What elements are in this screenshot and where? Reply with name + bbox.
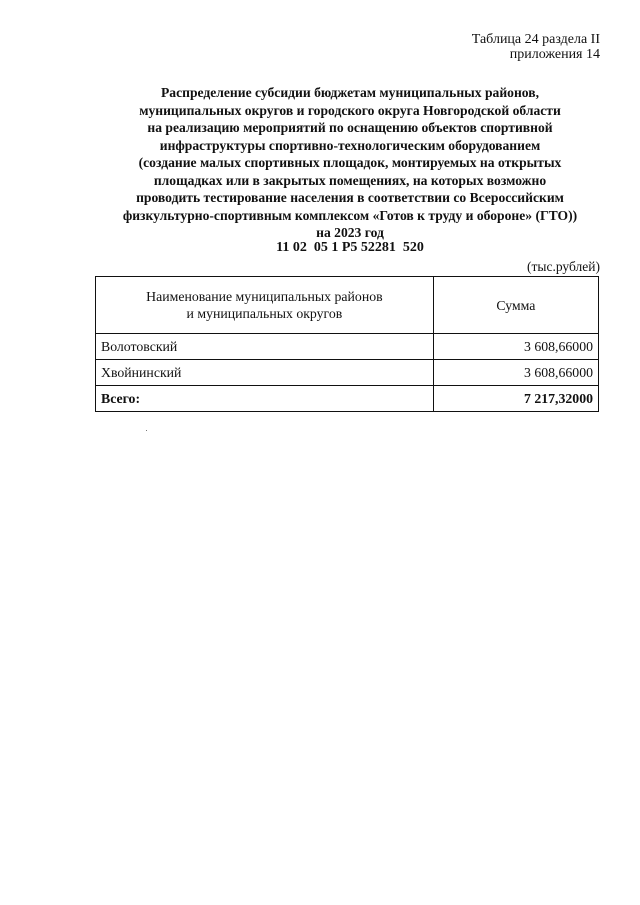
- column-header-sum: Сумма: [433, 277, 598, 334]
- table-header-row: [96, 277, 599, 334]
- title-line: инфраструктуры спортивно-технологическим оборудованием: [159, 137, 541, 153]
- title-line: на 2023 год: [316, 225, 384, 240]
- title-line: (создание малых спортивных площадок, монтируемых на открытых: [138, 155, 562, 170]
- column-header-name: [96, 277, 434, 334]
- column-header-name-line-2: и муниципальных округов: [186, 306, 343, 321]
- table-reference: [472, 32, 600, 62]
- municipality-name: Хвойнинский: [96, 360, 434, 386]
- subsidy-table: [95, 276, 599, 412]
- budget-classification-code: 11 02 05 1 P5 52281 520: [276, 240, 424, 255]
- title-line: муниципальных округов и городского округа Новгородской области: [139, 102, 561, 118]
- subsidy-amount: 3 608,66000: [433, 360, 598, 386]
- table-reference-line-2: приложения 14: [509, 47, 600, 62]
- table-row: [96, 334, 599, 360]
- units-label: (тыс.рублей): [527, 259, 600, 274]
- table-reference-line-1: Таблица 24 раздела II: [471, 32, 600, 47]
- title-line: Распределение субсидии бюджетам муниципальных районов,: [160, 85, 540, 100]
- document-title: [80, 84, 620, 242]
- title-line: на реализацию мероприятий по оснащению объектов спортивной: [147, 120, 553, 135]
- municipality-name: Волотовский: [96, 334, 434, 360]
- title-line: площадках или в закрытых помещениях, на которых возможно: [153, 172, 547, 188]
- total-amount: 7 217,32000: [433, 386, 598, 412]
- total-label: Всего:: [96, 386, 434, 412]
- subsidy-amount: 3 608,66000: [433, 334, 598, 360]
- table-row: [96, 360, 599, 386]
- scan-speck: [146, 430, 147, 431]
- table-total-row: [96, 386, 599, 412]
- title-line: физкультурно-спортивным комплексом «Готов к труду и обороне» (ГТО)): [122, 207, 578, 223]
- title-line: проводить тестирование населения в соответствии со Всероссийским: [136, 190, 564, 205]
- column-header-name-line-1: Наименование муниципальных районов: [146, 289, 383, 304]
